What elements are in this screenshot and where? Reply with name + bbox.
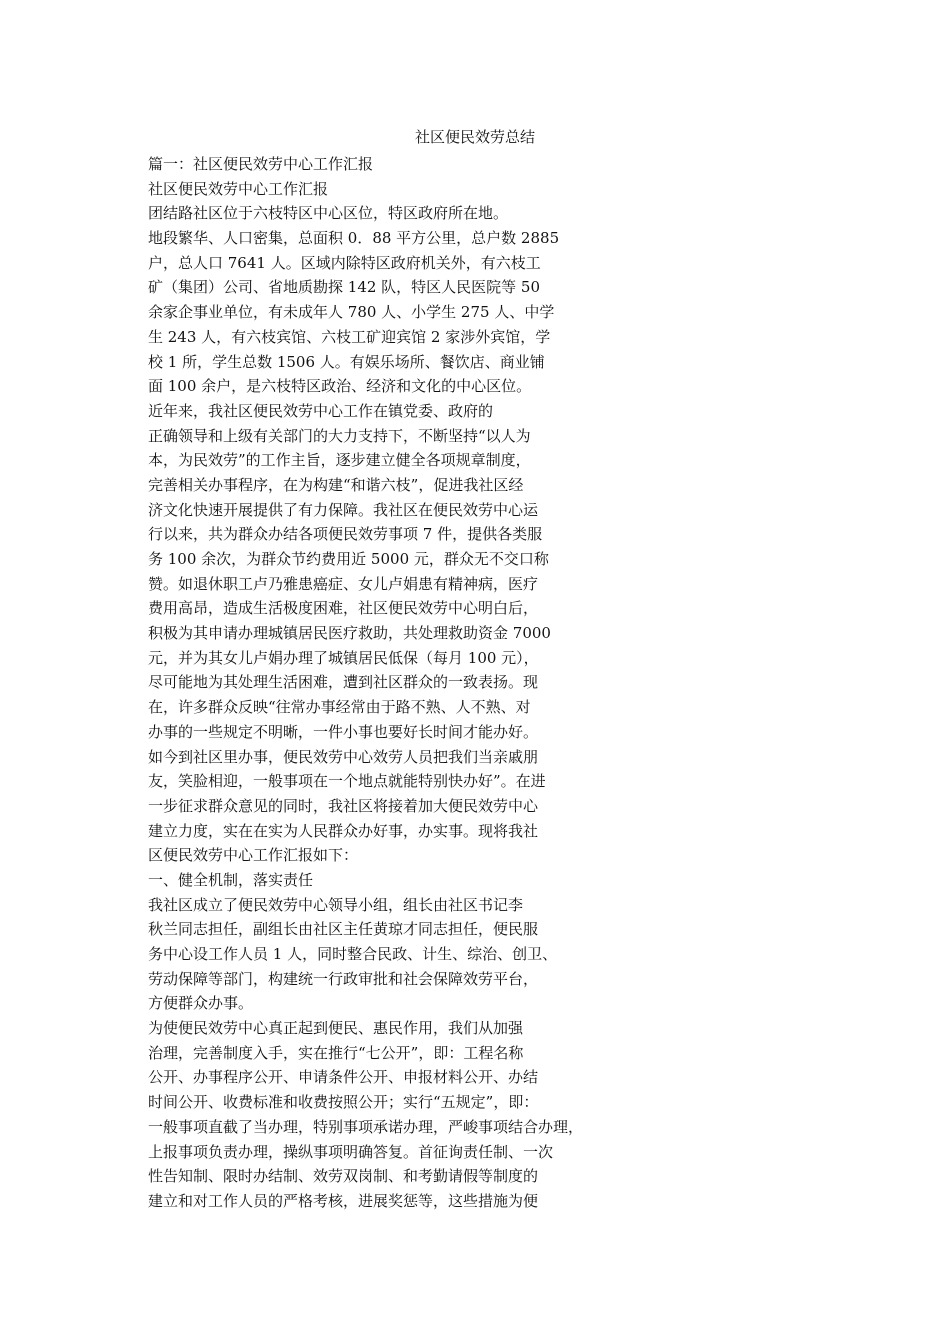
text-line: 建立力度，实在在实为人民群众办好事，办实事。现将我社 (148, 821, 539, 840)
text-line: 户，总人口 7641 人。区域内除特区政府机关外，有六枝工 (148, 253, 541, 272)
text-line: 为使便民效劳中心真正起到便民、惠民作用，我们从加强 (148, 1019, 524, 1038)
text-line: 时间公开、收费标准和收费按照公开；实行“五规定”，即： (148, 1093, 539, 1112)
text-line: 团结路社区位于六枝特区中心区位，特区政府所在地。 (148, 204, 509, 223)
text-line: 近年来，我社区便民效劳中心工作在镇党委、政府的 (148, 401, 494, 420)
document-title: 社区便民效劳总结 (414, 128, 535, 146)
text-line: 余家企事业单位，有未成年人 780 人、小学生 275 人、中学 (148, 303, 555, 322)
text-line: 积极为其申请办理城镇居民医疗救助，共处理救助资金 7000 (148, 624, 551, 643)
text-line: 一步征求群众意见的同时，我社区将接着加大便民效劳中心 (148, 796, 539, 815)
text-line: 生 243 人，有六枝宾馆、六枝工矿迎宾馆 2 家涉外宾馆，学 (148, 327, 551, 346)
text-line: 治理，完善制度入手，实在推行“七公开”，即：工程名称 (148, 1043, 524, 1062)
text-line: 校 1 所，学生总数 1506 人。有娱乐场所、餐饮店、商业铺 (148, 352, 545, 371)
text-line: 建立和对工作人员的严格考核，进展奖惩等，这些措施为便 (148, 1191, 539, 1210)
text-line: 赞。如退休职工卢乃雅患癌症、女儿卢娟患有精神病，医疗 (148, 574, 539, 593)
text-line: 济文化快速开展提供了有力保障。我社区在便民效劳中心运 (148, 500, 539, 519)
text-line: 费用高昂，造成生活极度困难，社区便民效劳中心明白后， (148, 599, 539, 618)
text-line: 我社区成立了便民效劳中心领导小组，组长由社区书记李 (148, 895, 524, 914)
text-line: 区便民效劳中心工作汇报如下： (148, 846, 359, 865)
text-line: 一、健全机制，落实责任 (148, 870, 314, 889)
text-line: 办事的一些规定不明晰，一件小事也要好长时间才能办好。 (148, 722, 539, 741)
text-line: 行以来，共为群众办结各项便民效劳事项 7 件，提供各类服 (148, 525, 543, 544)
document-body (148, 152, 648, 1214)
text-line: 秋兰同志担任，副组长由社区主任黄琼才同志担任，便民服 (148, 920, 539, 939)
text-line: 面 100 余户，是六枝特区政治、经济和文化的中心区位。 (148, 377, 532, 396)
text-line: 完善相关办事程序，在为构建“和谐六枝”，促进我社区经 (148, 475, 524, 494)
text-line: 元，并为其女儿卢娟办理了城镇居民低保（每月 100 元）， (148, 648, 539, 667)
text-line: 如今到社区里办事，便民效劳中心效劳人员把我们当亲戚朋 (148, 747, 539, 766)
text-line: 一般事项直截了当办理，特别事项承诺办理，严峻事项结合办理， (148, 1117, 584, 1136)
text-line: 地段繁华、人口密集，总面积 0．88 平方公里，总户数 2885 (148, 229, 560, 248)
text-line: 尽可能地为其处理生活困难，遭到社区群众的一致表扬。现 (148, 673, 539, 692)
text-line: 务中心设工作人员 1 人，同时整合民政、计生、综治、创卫、 (148, 945, 558, 963)
text-line: 方便群众办事。 (148, 994, 254, 1013)
text-line: 社区便民效劳中心工作汇报 (148, 179, 329, 198)
text-line: 友，笑脸相迎，一般事项在一个地点就能特别快办好”。在进 (148, 772, 546, 791)
text-line: 本，为民效劳”的工作主旨，逐步建立健全各项规章制度， (148, 451, 531, 470)
text-line: 正确领导和上级有关部门的大力支持下，不断坚持“以人为 (148, 426, 531, 445)
text-line: 篇一：社区便民效劳中心工作汇报 (148, 155, 374, 173)
text-line: 劳动保障等部门，构建统一行政审批和社会保障效劳平台， (148, 969, 539, 988)
text-line: 务 100 余次，为群众节约费用近 5000 元，群众无不交口称 (148, 550, 549, 568)
text-line: 性告知制、限时办结制、效劳双岗制、和考勤请假等制度的 (148, 1167, 539, 1186)
text-line: 在，许多群众反映“往常办事经常由于路不熟、人不熟、对 (148, 698, 531, 717)
text-line: 矿（集团）公司、省地质勘探 142 队，特区人民医院等 50 (148, 278, 541, 297)
text-line: 上报事项负责办理，操纵事项明确答复。首征询责任制、一次 (148, 1142, 554, 1161)
text-line: 公开、办事程序公开、申请条件公开、申报材料公开、办结 (148, 1068, 539, 1087)
